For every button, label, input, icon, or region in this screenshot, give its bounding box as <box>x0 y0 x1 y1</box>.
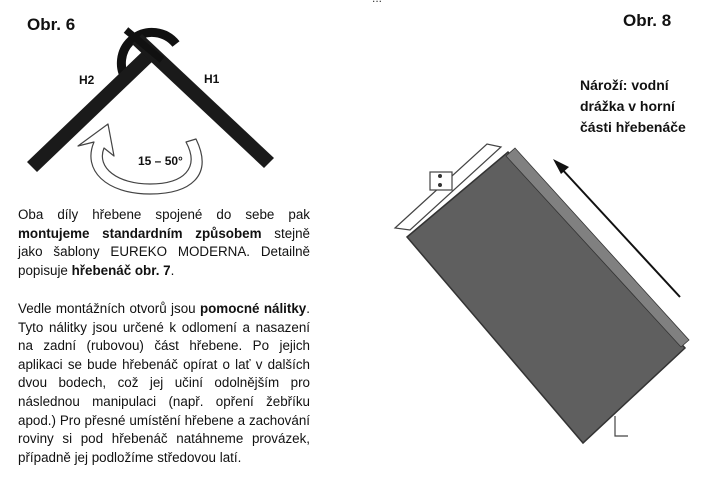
figure-8-label: Obr. 8 <box>623 11 672 30</box>
p1-bold-2: hřebenáč obr. 7 <box>71 262 171 278</box>
label-h2: H2 <box>79 73 95 87</box>
label-angle: 15 – 50° <box>138 154 183 168</box>
ridge-section-diagram <box>27 30 274 194</box>
annotation-line-1: Nároží: vodní <box>580 77 669 93</box>
p1-bold-1: montujeme standardním způsobem <box>18 225 262 241</box>
annotation-line-3: části hřebenáče <box>580 119 686 135</box>
header-fragment <box>372 0 382 5</box>
p2-bold-1: pomocné nálitky <box>199 301 307 316</box>
tile-lower-outline <box>615 416 628 436</box>
paragraph-assembly <box>18 206 310 280</box>
p1-text-3: . <box>170 262 175 278</box>
flow-direction-arrowhead <box>553 159 569 174</box>
ridge-tile-diagram <box>395 144 689 443</box>
label-h1: H1 <box>204 72 220 86</box>
tab-hole-1 <box>438 174 442 178</box>
p1-text-1: Oba díly hřebene spojené do sebe pak <box>18 207 310 222</box>
annotation-line-2: drážka v horní <box>580 98 675 114</box>
paragraph-auxiliary-lugs <box>18 300 310 467</box>
tab-hole-2 <box>438 183 442 187</box>
p2-text-1: Vedle montážních otvorů jsou <box>18 301 200 316</box>
figure-8-annotation <box>580 75 703 138</box>
p1-text-2: stejně jako šablony EUREKO MODERNA. Detailně popisuje <box>18 225 311 278</box>
figure-6-label: Obr. 6 <box>27 15 76 34</box>
p2-text-2: . Tyto nálitky jsou určené k odlomení a nasazení na zadní (rubovou) část hřebene. Po jejich aplikaci se bude hřebenáč opírat o lať v dalších dvou bodech, což jej učiní odolnějším pro následnou manipulaci (např. opření žebříku apod.) Pro přesné umístění hřebene a zachování roviny si pod hřebenáč natáhneme provázek, případně jej podložíme středovou latí. <box>18 301 310 465</box>
